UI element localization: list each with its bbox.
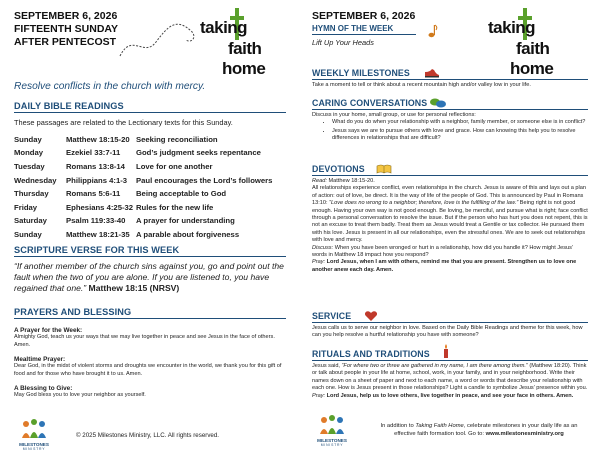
swirl-decoration bbox=[118, 12, 200, 62]
footer-line-1 bbox=[368, 422, 590, 430]
blessing-text: May God bless you to love your neighbor as yourself. bbox=[14, 391, 146, 398]
reading-row bbox=[14, 133, 272, 147]
reading-row bbox=[14, 214, 272, 228]
caring-intro: Discuss in your home, small group, or use for personal reflections: bbox=[312, 112, 476, 118]
devotions-para-cont: Being right is not good enough. Having your own way is not good enough. Be loving, be merciful, and pursue what is right; face conflict through a personal conversation to resolve the issue. But if the person who has hurt you does not repent, this is not an excuse to treat them badly. Treat them as Jesus would treat a Gentile or tax collector. He pursued them with his love. Jesus is present in all our relationships, even the stressful ones. We are to seek out relationships with love and mercy. bbox=[312, 200, 588, 244]
brand-sub: MINISTRY bbox=[22, 447, 46, 451]
scripture-verse bbox=[14, 261, 286, 294]
devotions-body bbox=[312, 185, 588, 244]
scripture-quote: “If another member of the church sins against you, go and point out the fault when the two of you are alone. If you are listened to, you have regained that one.” bbox=[14, 261, 284, 294]
discuss-label: Discuss: bbox=[312, 244, 334, 251]
reading-title: A prayer for understanding bbox=[136, 216, 235, 226]
discuss-text: When you have been wronged or hurt in a relationship, how did you handle it? How might Jesus’ words in Matthew 18 impact how you respond? bbox=[312, 244, 573, 259]
milestones-logo-right bbox=[312, 412, 352, 452]
reading-day: Sunday bbox=[14, 230, 42, 240]
right-date: SEPTEMBER 6, 2026 bbox=[312, 10, 416, 22]
reading-title: God’s judgment seeks repentance bbox=[136, 148, 261, 158]
reading-title: Rules for the new life bbox=[136, 202, 214, 212]
taking-faith-home-logo-right bbox=[480, 8, 580, 76]
logo-word-home: home bbox=[510, 59, 554, 78]
milestones-logo bbox=[14, 416, 54, 456]
copyright-text: © 2025 Milestones Ministry, LLC. All rights reserved. bbox=[76, 432, 220, 439]
logo-word-faith: faith bbox=[516, 39, 550, 58]
rituals-pray-label: Pray: bbox=[312, 392, 326, 399]
reading-day: Wednesday bbox=[14, 175, 57, 185]
reading-reference: Matthew 18:15-20 bbox=[66, 134, 130, 144]
milestones-wordmark bbox=[14, 442, 54, 452]
read-label: Read: bbox=[312, 178, 327, 184]
footer-go-to: effective faith formation tool. Go to: bbox=[394, 431, 484, 437]
pray-text: Lord Jesus, when I am with others, remind me that you are present. Strengthen us to love one another anew each day. Amen. bbox=[312, 259, 577, 273]
logo-word-taking: taking bbox=[488, 18, 536, 37]
hymn-heading: HYMN OF THE WEEK bbox=[312, 24, 416, 35]
reading-reference: Ephesians 4:25-32 bbox=[66, 202, 134, 212]
blessing-title: A Blessing to Give: bbox=[14, 384, 73, 392]
service-text: Jesus calls us to serve our neighbor in love. Based on the Daily Bible Readings and theme for this week, how can you help resolve a hurtful relationship you have with someone? bbox=[312, 325, 583, 339]
reading-row bbox=[14, 146, 272, 160]
reading-day: Sunday bbox=[14, 134, 42, 144]
caring-questions bbox=[312, 119, 588, 142]
sneaker-icon bbox=[424, 68, 440, 78]
rituals-quote: “For where two or three are gathered in my name, I am there among them.” bbox=[341, 363, 528, 369]
heart-hands-icon bbox=[364, 310, 378, 322]
footer-post: , celebrate milestones in your daily life as an bbox=[463, 423, 578, 429]
pray-label: Pray: bbox=[312, 259, 326, 266]
rituals-text: (Matthew 18:20). Think or talk about people in your life at home, school, work, in your family, and in your neighborhood. Write their names down on a sheet of paper and next to each name, a word or words that describe your relationship with each one. How is Jesus present in those relationships? Light a candle to symbolize Jesus’ presence within you. bbox=[312, 363, 588, 392]
season-line: AFTER PENTECOST bbox=[14, 36, 117, 48]
reading-title: Paul encourages the Lord’s followers bbox=[136, 175, 273, 185]
reading-title: Being acceptable to God bbox=[136, 189, 227, 199]
taking-faith-home-logo bbox=[192, 8, 292, 76]
footer-pre: In addition to bbox=[380, 423, 414, 429]
devotions-heading: DEVOTIONS bbox=[312, 164, 588, 176]
daily-readings-intro: These passages are related to the Lectionary texts for this Sunday. bbox=[14, 118, 233, 127]
read-reference: Matthew 18:15-20. bbox=[328, 178, 375, 184]
date-line: SEPTEMBER 6, 2026 bbox=[14, 10, 118, 22]
reading-row bbox=[14, 201, 272, 215]
readings-table bbox=[14, 133, 272, 242]
reading-reference: Romans 13:8-14 bbox=[66, 162, 125, 172]
devotions-read bbox=[312, 178, 588, 185]
rituals-heading: RITUALS AND TRADITIONS bbox=[312, 349, 588, 361]
logo-word-taking: taking bbox=[200, 18, 248, 37]
caring-section bbox=[312, 98, 588, 144]
scripture-heading: SCRIPTURE VERSE FOR THIS WEEK bbox=[14, 245, 286, 257]
speech-bubbles-icon bbox=[430, 98, 446, 109]
left-footer bbox=[14, 416, 290, 456]
rituals-pray bbox=[312, 393, 588, 400]
sunday-line: FIFTEENTH SUNDAY bbox=[14, 23, 119, 35]
music-note-icon bbox=[428, 24, 438, 38]
caring-question: • Jesus says we are to pursue others with love and grace. How can knowing this help you to resolve differences in relationships that are difficult? bbox=[332, 128, 588, 143]
reading-reference: Romans 5:6-11 bbox=[66, 189, 121, 199]
footer-promo bbox=[368, 422, 590, 438]
rituals-pray-text: Lord Jesus, help us to love others, live together in peace, and see your face in others. Amen. bbox=[326, 392, 574, 399]
page-tagline: Resolve conflicts in the church with mercy. bbox=[14, 81, 206, 92]
daily-readings-heading: DAILY BIBLE READINGS bbox=[14, 101, 286, 113]
meal-prayer-text: Dear God, in the midst of violent storms and droughts we encounter in the world, we thank you for this gift of food and for those who have brought it to us. Amen. bbox=[14, 363, 282, 377]
brand-name: MILESTONES bbox=[317, 438, 347, 443]
footer-line-2 bbox=[368, 430, 590, 438]
devotions-pray bbox=[312, 259, 588, 274]
week-prayer-text: Almighty God, teach us your ways that we may live together in peace and see Jesus in the face of others. Amen. bbox=[14, 334, 275, 348]
logo-word-home: home bbox=[222, 59, 266, 78]
meal-prayer-title: Mealtime Prayer: bbox=[14, 356, 66, 364]
rituals-section bbox=[312, 349, 588, 400]
week-prayer-title: A Prayer for the Week: bbox=[14, 327, 83, 335]
reading-reference: Philippians 4:1-3 bbox=[66, 175, 128, 185]
candle-icon bbox=[442, 344, 450, 358]
hymn-title: Lift Up Your Heads bbox=[312, 38, 374, 47]
milestones-wordmark bbox=[312, 438, 352, 448]
reading-title: Seeking reconciliation bbox=[136, 134, 218, 144]
rituals-lead: Jesus said, bbox=[312, 363, 340, 369]
reading-row bbox=[14, 160, 272, 174]
milestones-figures-icon bbox=[14, 416, 54, 442]
devotions-section bbox=[312, 164, 588, 274]
reading-row bbox=[14, 173, 272, 187]
caring-heading: CARING CONVERSATIONS bbox=[312, 98, 588, 110]
service-section bbox=[312, 311, 588, 340]
reading-title: A parable about forgiveness bbox=[136, 230, 240, 240]
devotions-para: All relationships experience conflict, even relationships in the church. Jesus is aware of this and lays out a plan of action: out of love, be direct. It is the way of life of the people of God. This is announced by Paul in Romans 13:10: bbox=[312, 185, 586, 207]
brand-sub: MINISTRY bbox=[320, 443, 344, 447]
reading-day: Saturday bbox=[14, 216, 47, 226]
reading-reference: Matthew 18:21-35 bbox=[66, 230, 130, 240]
reading-reference: Ezekiel 33:7-11 bbox=[66, 148, 121, 158]
caring-question: • What do you do when your relationship with a neighbor, family member, or someone else is in conflict? bbox=[332, 119, 588, 126]
reading-row bbox=[14, 187, 272, 201]
reading-day: Tuesday bbox=[14, 162, 45, 172]
milestones-section bbox=[312, 68, 588, 89]
right-page bbox=[300, 0, 600, 464]
service-heading: SERVICE bbox=[312, 311, 588, 323]
right-footer bbox=[312, 412, 592, 458]
milestones-heading: WEEKLY MILESTONES bbox=[312, 68, 588, 80]
reading-day: Monday bbox=[14, 148, 44, 158]
reading-reference: Psalm 119:33-40 bbox=[66, 216, 126, 226]
scripture-reference: Matthew 18:15 (NRSV) bbox=[88, 283, 180, 294]
milestones-figures-icon bbox=[312, 412, 352, 438]
devotions-discuss bbox=[312, 245, 588, 260]
footer-url-link[interactable]: www.milestonesministry.org bbox=[485, 431, 564, 437]
reading-day: Thursday bbox=[14, 189, 49, 199]
open-book-icon bbox=[376, 164, 392, 174]
footer-title: Taking Faith Home bbox=[415, 423, 464, 429]
milestones-text: Take a moment to tell or think about a recent mountain high and/or valley low in your life. bbox=[312, 82, 531, 88]
brand-name: MILESTONES bbox=[19, 442, 49, 447]
devotions-quote: “Love does no wrong to a neighbor; therefore, love is the fulfilling of the law.” bbox=[329, 200, 519, 207]
reading-day: Friday bbox=[14, 202, 38, 212]
reading-row bbox=[14, 228, 272, 242]
prayers-heading: PRAYERS AND BLESSING bbox=[14, 307, 286, 319]
logo-word-faith: faith bbox=[228, 39, 262, 58]
rituals-body bbox=[312, 363, 588, 393]
reading-title: Love for one another bbox=[136, 162, 213, 172]
